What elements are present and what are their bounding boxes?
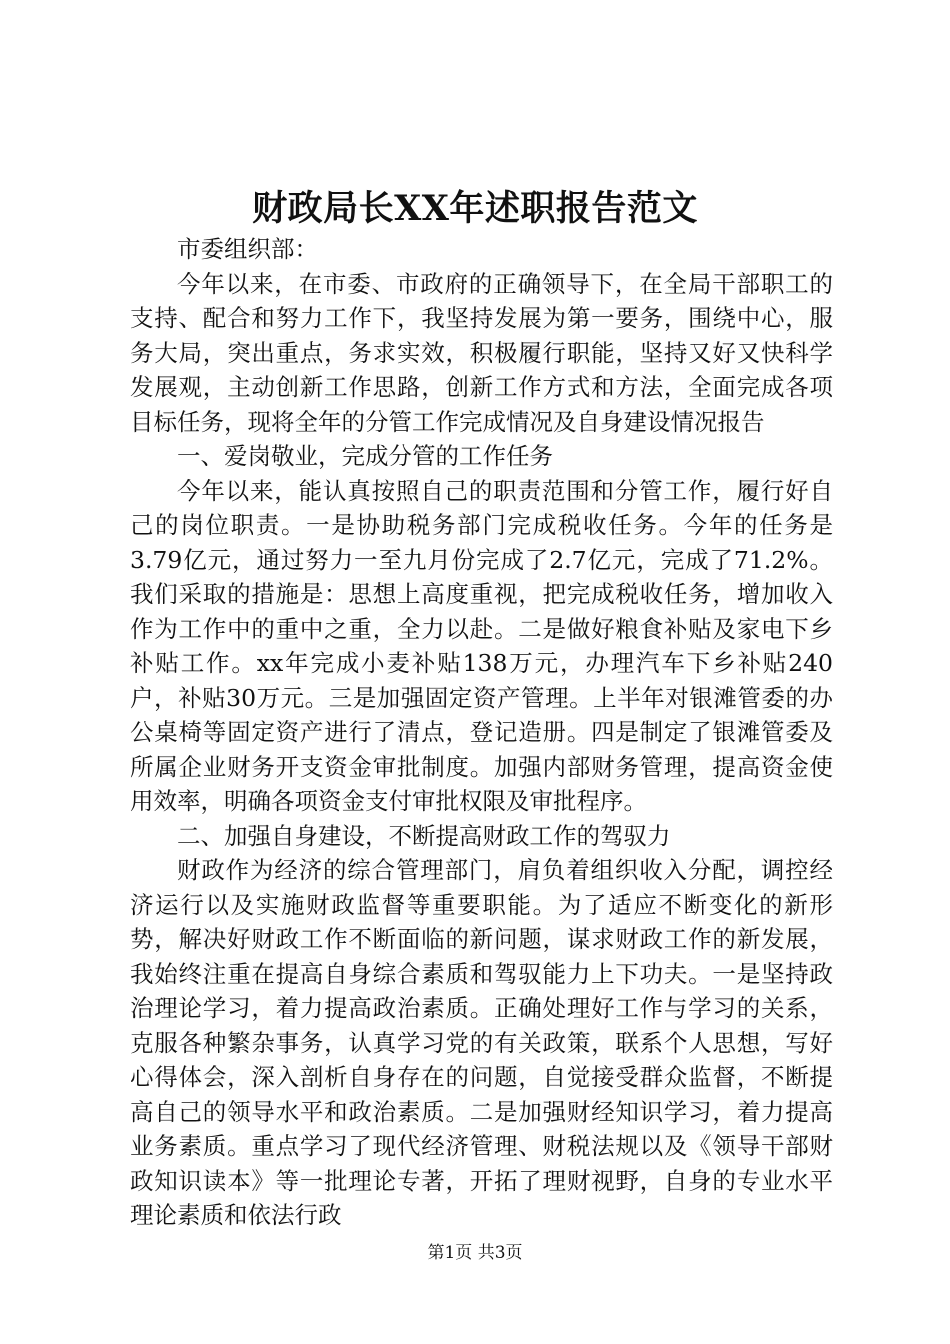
section-heading-1: 一、爱岗敬业，完成分管的工作任务 (177, 442, 553, 470)
document-body (130, 232, 833, 1233)
document-title: 财政局长XX年述职报告范文 (252, 188, 698, 229)
intro-paragraph: 今年以来，在市委、市政府的正确领导下，在全局干部职工的支持、配合和努力工作下，我坚持发展为第一要务，围绕中心，服务大局，突出重点，务求实效，积极履行职能，坚持又好又快科学发展观，主动创新工作思路，创新工作方式和方法，全面完成各项目标任务，现将全年的分管工作完成情况及自身建设情况报告 (130, 269, 833, 436)
section-1-paragraph: 今年以来，能认真按照自己的职责范围和分管工作，履行好自己的岗位职责。一是协助税务部门完成税收任务。今年的任务是3.79亿元，通过努力一至九月份完成了2.7亿元，完成了71.2%。我们采取的措施是：思想上高度重视，把完成税收任务，增加收入作为工作中的重中之重，全力以赴。二是做好粮食补贴及家电下乡补贴工作。xx年完成小麦补贴138万元，办理汽车下乡补贴240户，补贴30万元。三是加强固定资产管理。上半年对银滩管委的办公桌椅等固定资产进行了清点，登记造册。四是制定了银滩管委及所属企业财务开支资金审批制度。加强内部财务管理，提高资金使用效率，明确各项资金支付审批权限及审批程序。 (130, 476, 833, 815)
page-number-footer: 第1页 共3页 (427, 1243, 523, 1263)
section-heading-2: 二、加强自身建设，不断提高财政工作的驾驭力 (177, 821, 671, 850)
section-2-paragraph: 财政作为经济的综合管理部门，肩负着组织收入分配，调控经济运行以及实施财政监督等重要职能。为了适应不断变化的新形势，解决好财政工作不断面临的新问题，谋求财政工作的新发展，我始终注重在提高自身综合素质和驾驭能力上下功夫。一是坚持政治理论学习，着力提高政治素质。正确处理好工作与学习的关系，克服各种繁杂事务，认真学习党的有关政策，联系个人思想，写好心得体会，深入剖析自身存在的问题，自觉接受群众监督，不断提高自己的领导水平和政治素质。二是加强财经知识学习，着力提高业务素质。重点学习了现代经济管理、财税法规以及《领导干部财政知识读本》等一批理论专著，开拓了理财视野，自身的专业水平理论素质和依法行政 (130, 856, 833, 1229)
salutation: 市委组织部： (177, 235, 318, 263)
